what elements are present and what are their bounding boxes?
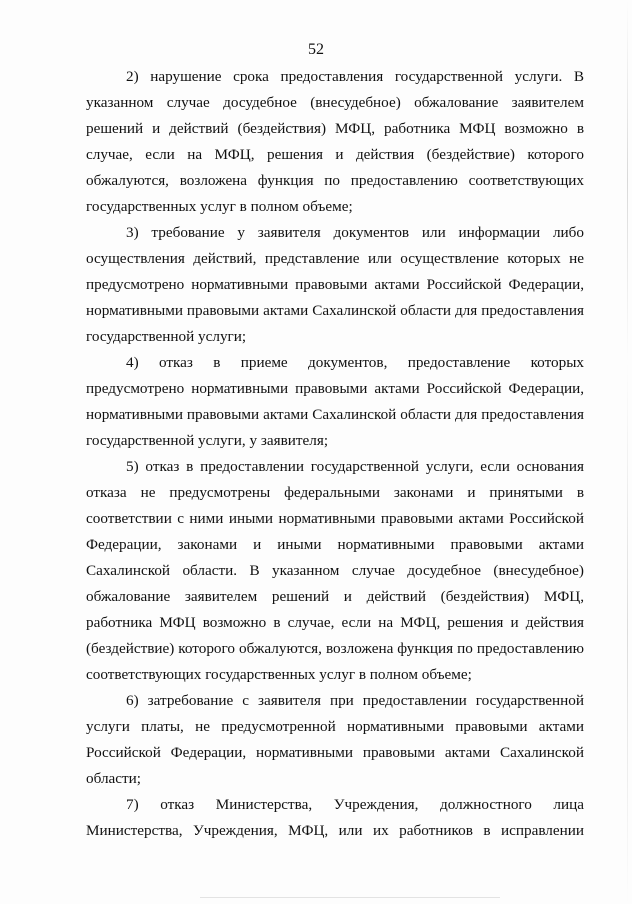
document-body <box>86 64 584 844</box>
page-number: 52 <box>308 41 324 58</box>
paragraph-item-5: 5) отказ в предоставлении государственной услуги, если основания отказа не предусмотрены федеральными законами и принятыми в соответствии с ними иными нормативными правовыми актами Российской Федерации, законами и иными нормативными правовыми актами Сахалинской области. В указанном случае досудебное (внесудебное) обжалование заявителем решений и действий (бездействия) МФЦ, работника МФЦ возможно в случае, если на МФЦ, решения и действия (бездействие) которого обжалуются, возложена функция по предоставлению соответствующих государственных услуг в полном объеме; <box>86 458 584 683</box>
scan-edge-artifact <box>627 0 628 904</box>
paragraph-item-6: 6) затребование с заявителя при предоставлении государственной услуги платы, не предусмотренной нормативными правовыми актами Российской Федерации, нормативными правовыми актами Сахалинской области; <box>86 692 584 787</box>
paragraph-item-2: 2) нарушение срока предоставления государственной услуги. В указанном случае досудебное (внесудебное) обжалование заявителем решений и действий (бездействия) МФЦ, работника МФЦ возможно в случае, если на МФЦ, решения и действия (бездействие) которого обжалуются, возложена функция по предоставлению соответствующих государственных услуг в полном объеме; <box>86 68 584 215</box>
paragraph-item-4: 4) отказ в приеме документов, предоставление которых предусмотрено нормативными правовыми актами Российской Федерации, нормативными правовыми актами Сахалинской области для предоставления государственной услуги, у заявителя; <box>86 354 584 449</box>
paragraph-item-3: 3) требование у заявителя документов или информации либо осуществления действий, представление или осуществление которых не предусмотрено нормативными правовыми актами Российской Федерации, нормативными правовыми актами Сахалинской области для предоставления государственной услуги; <box>86 224 584 345</box>
paragraph-item-7: 7) отказ Министерства, Учреждения, должностного лица Министерства, Учреждения, МФЦ, или их работников в исправлении <box>86 796 584 839</box>
scan-bottom-artifact <box>200 897 500 898</box>
